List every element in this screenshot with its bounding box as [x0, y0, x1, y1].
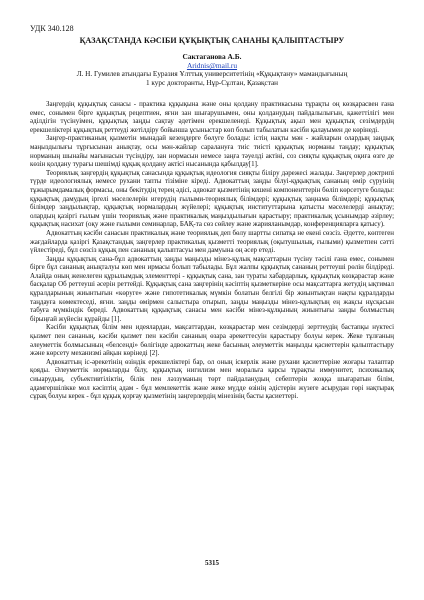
author-affiliation: Л. Н. Гумилев атындағы Еуразия Ұлттық университетінің «Құқықтану» мамандығының: [76, 70, 348, 78]
udk-code: УДК 340.128: [30, 24, 74, 33]
page-number: 5315: [205, 559, 219, 567]
body-paragraph: Кәсіби құқықтық білім мен идеялардан, мақсаттардан, көзқарастар мен сезімдерді зерттеудің бастапқы нүктесі қызмет пен сананың, кәсіби қызмет пен кәсіби сананың өзара әрекеттесуін қарастыру болуы керек. Жеке тұлғаның әлеуметтік болмысының «белсенді» бөлігінде адвокаттың жеке басының әлеуметтік маңызды қасиеттерін қалыптастыру және көрсету механизмі айқын көрінеді [2].: [30, 323, 394, 358]
author-name: Сактаганова А.Б.: [182, 52, 242, 61]
body-paragraph: Заңгер-практиканың қызметін мынадай кезеңдерге бөлуге болады: істің нақты мән - жайларын олардың заңдық маңыздылығы тұрғысынан анықтау, осы мән-жайлар саралануға тиіс тиісті құқықтық норманы таңдау; құқықтық норманың шынайы мағынасын түсіндіру, зан нормасын немесе заңға тәуелді актіні, соз сияқты құқықтық оқиға өзге де көзін қолдану турағы шешімді құқық қолдану актісі нысанында қабылдау[1].: [30, 134, 394, 169]
body-paragraph: Теориялық заңгердің құқықтық санасында құқықтық идеология сияқты біліру дәрежесі жалады. Заңгерлер доктрипі түрде идеологиялық немесе рухани тапты тізіміне кіреді. Адвокаттың заңды білуі-құқықтық сананың өмір сүруінің тұжырымдамалық формасы, оны бекітудің терең әдісі, адвокат қызметінің кешені компоненттерін бөліп көрсетуге болады: құқықтық дамудың іргелі мәселелерін игерудің ғылыми-теориялық білімдері; құқықтық заңнама білімдері; құқықтық білімдер заңдылықтар, құқықтық нормалардың жүйелері; құқықтық институттарына қатысты мәселелерді анықтау; олардың қазіргі ғылым үшін теориялық және практикалық маңыздылығын қарастыру; практикалық ұсынымдар әзірлеу; құқықтық насихат (оқу және ғылыми семинарлар, БАҚ-та сөз сөйлеу және жарияланымдар, конференцияларға қатысу).: [30, 168, 394, 229]
body-paragraph: Адвокаттың іс-әрекетінің өзіндік ерекшеліктері бар, ол оның іскерлік және рухани қасиеттеріне жоғары талаптар қояды. Әлеуметтік нормаларды білу, құқықтық нигилизм мен моральға қарсы тұрақты иммунитет, психикалық сиыарудың, субъективтіліктің, білік пен ләззуманың төрт пайдаланудың себептерін жоққа шығаратын білім, адамгершілікке мол кәсіптің адам - бұл мемлекеттік және жеке мүдде өзінің әдістерін жүзеге асырудан гөрі нақтырақ сұрақ болуы керек - бұл құқық қорғау қызметінің заңгерлердің мінезінің басты қасиеттері.: [30, 357, 394, 401]
paper-body: [30, 100, 394, 401]
body-paragraph: Заңгердің құқықтық санасы - практика құқықына және оны қолдану практикасына тұрақты оң көзқарасвен ғана емес, сонымен бірге құқықтық рецептиен, яғни зан шығарушымен, оны қолданудың пайдалылығын, қажеттілігі мен әділдігін түсінуімен, құқықтық заңды сақтау әдетімен ерекшеленеді. Құқықтық ақыл мен құқықтық сезімдердің ерекшеліктері құқықтық реттеуді жетілдіру бойынша ұсыныстар көп болып табылатын кәсіби қалауымен де көрінеді.: [30, 100, 394, 134]
paper-title: ҚАЗАҚСТАНДА КӘСІБИ ҚҰҚЫҚТЫҚ САНАНЫ ҚАЛЫПТАСТЫРУ: [79, 36, 345, 45]
body-paragraph: Адвокаттың кәсіби санасын практикалық және теориялық деп бөлу шартты сипатқа не екені сөзсіз. Әдетте, көптеген жағдайларда қазіргі Қазақстандық заңгерлер практикалық қызметті теориялық (оқытушылық, ғылыми) қызметпен сәтті үйлестіреді, бұл сөзсіз құқық пен сананың қалыптасуы мен дамуына оң әсер етеді.: [30, 228, 394, 255]
author-email-link[interactable]: Aridnis@mail.ru: [186, 61, 238, 70]
author-affiliation-position: 1 курс докторанты, Нұр-Сұлтан, Қазақстан: [145, 79, 278, 87]
body-paragraph: Заңды құқықтық сана-бұл адвокаттың заңды маңызды мінез-құлық мақсаттарын түсіну тәсілі ғана емес, сонымен бірге бұл сананың анықталуы көп мен ирмасы болып табылады. Бұл жалпы құқықтық сананың реттеуші рөлін білдіреді. Алайда оның женелеген құрылымдық элементтері - құқықтық сана, зан тураты хабардарлық, құқықтық көзқарастар және басқалар Об реттеуші әсерін реттейді. Құқықтық сана заңгерінің кәсіптің қызметкеріне осы мақсаттарға жетудің ықтимал құралдарының жиынтығын «көруге» және гипотетикалық мүмкін болатын белгілі бір жиынтықтан нақты құралдарды таңдауға көмектеседі, яғни. заңды өмірмен салыстыра отырып, заңды маңызды мінез-құлықтың ең жақсы нұсқасын табуға мүмкіндік береді. Адвокаттың құқықтық санасы мен кәсіби мінез-құлқының жиынтығы заңды болмыстың бірыңғай жүйесін құрайды [1].: [30, 254, 394, 323]
